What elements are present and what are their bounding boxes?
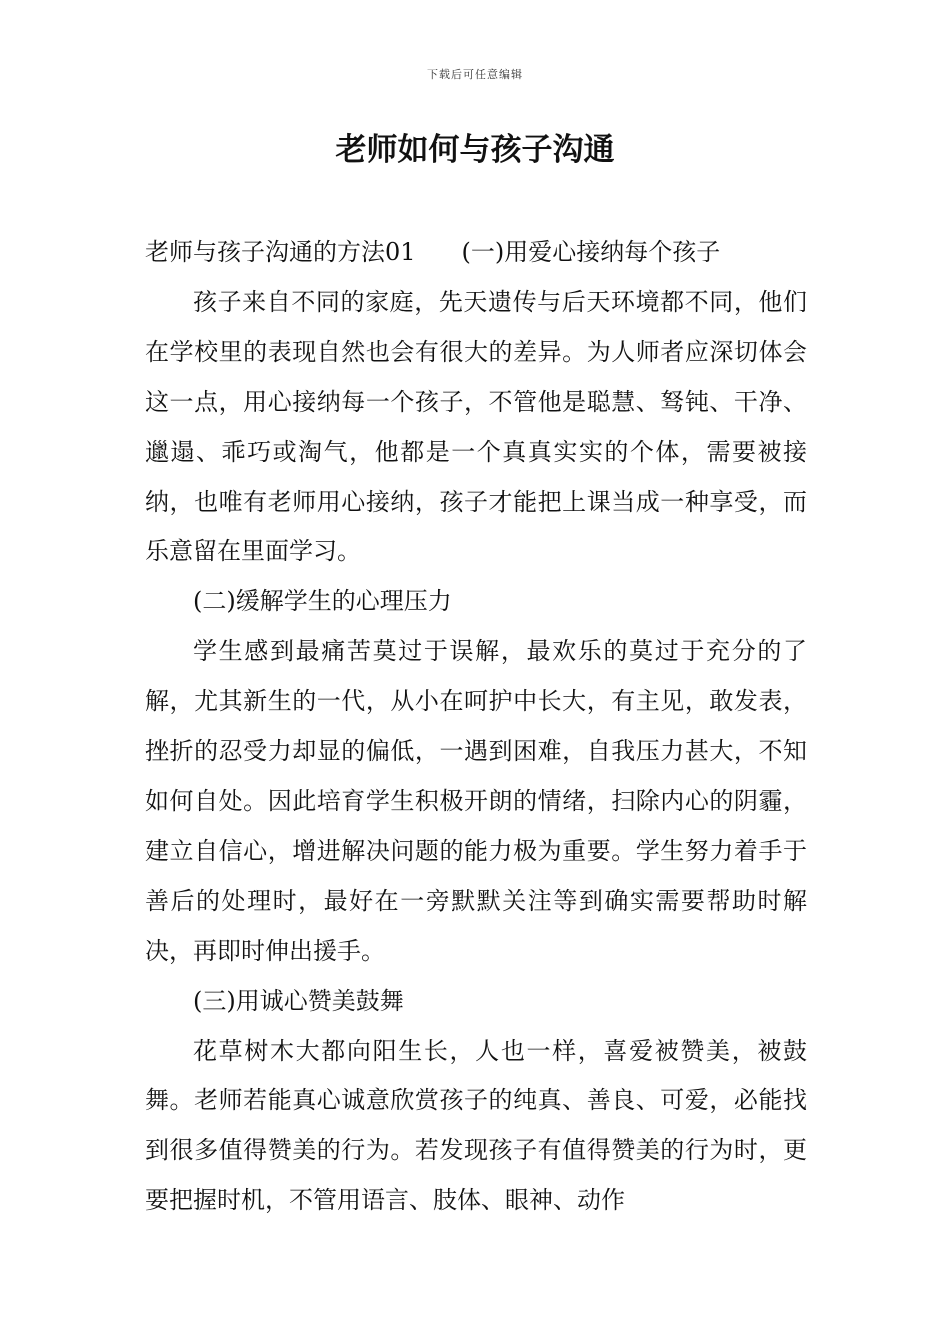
intro-line [145, 228, 807, 278]
paragraph-3: 花草树木大都向阳生长，人也一样，喜爱被赞美，被鼓舞。老师若能真心诚意欣赏孩子的纯真、善良、可爱，必能找到很多值得赞美的行为。若发现孩子有值得赞美的行为时，更要把握时机，不管用语言、肢体、眼神、动作 [145, 1036, 807, 1215]
document-title: 老师如何与孩子沟通 [335, 132, 615, 168]
header-note: 下载后可任意编辑 [427, 68, 523, 81]
section-heading-1: (一)用爱心接纳每个孩子 [461, 238, 721, 266]
paragraph-2: 学生感到最痛苦莫过于误解，最欢乐的莫过于充分的了解，尤其新生的一代，从小在呵护中长大，有主见，敢发表，挫折的忍受力却显的偏低，一遇到困难，自我压力甚大，不知如何自处。因此培育学生积极开朗的情绪，扫除内心的阴霾，建立自信心，增进解决问题的能力极为重要。学生努力着手于善后的处理时，最好在一旁默默关注等到确实需要帮助时解决，再即时伸出援手。 [145, 637, 807, 965]
document-body [145, 228, 807, 1226]
method-label: 老师与孩子沟通的方法01 [145, 238, 416, 266]
section-heading-3: (三)用诚心赞美鼓舞 [193, 986, 404, 1015]
paragraph-1: 孩子来自不同的家庭，先天遗传与后天环境都不同，他们在学校里的表现自然也会有很大的差异。为人师者应深切体会这一点，用心接纳每一个孩子，不管他是聪慧、驽钝、干净、邋遢、乖巧或淘气，他都是一个真真实实的个体，需要被接纳，也唯有老师用心接纳，孩子才能把上课当成一种享受，而乐意留在里面学习。 [145, 287, 807, 566]
section-heading-2: (二)缓解学生的心理压力 [193, 587, 452, 616]
